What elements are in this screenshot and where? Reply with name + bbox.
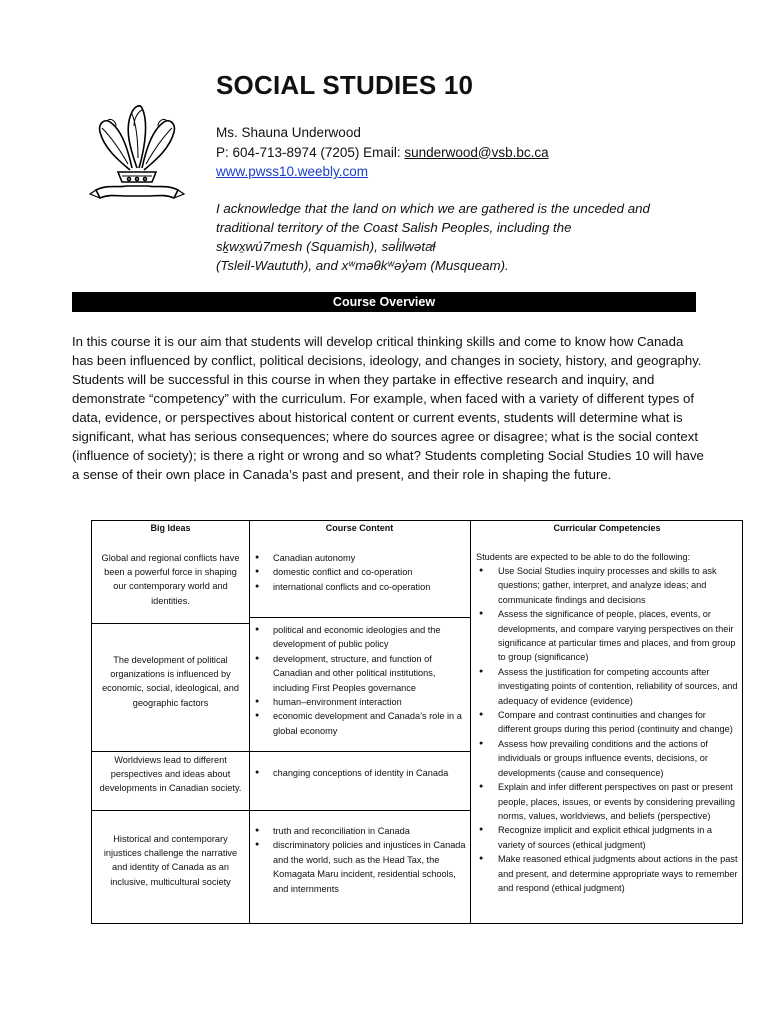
phone-email-line — [216, 143, 549, 163]
row-divider — [249, 810, 470, 811]
email-link[interactable]: sunderwood@vsb.bc.ca — [404, 144, 549, 160]
big-idea-3: Worldviews lead to different perspectives and ideas about developments in Canadian society. — [99, 755, 242, 794]
list-item: ● Assess how prevailing conditions and the actions of individuals or groups influence events, decisions, or developments (cause and consequence) — [476, 737, 740, 780]
content-list-1 — [249, 551, 467, 594]
content-list-3 — [249, 766, 467, 780]
teacher-name: Ms. Shauna Underwood — [216, 125, 361, 140]
list-item: ● international conflicts and co-operation — [249, 580, 467, 594]
competencies-intro: Students are expected to be able to do the following: — [476, 552, 691, 562]
curriculum-table — [91, 520, 743, 924]
list-item: ● discriminatory policies and injustices in Canada and the world, such as the Head Tax, the Komagata Maru incident, residential schools, and internments — [249, 838, 467, 896]
column-header-competencies: Curricular Competencies — [553, 523, 661, 533]
list-item: ● changing conceptions of identity in Canada — [249, 766, 467, 780]
list-item: ● Use Social Studies inquiry processes and skills to ask questions; gather, interpret, and analyze ideas; and communicate findings and decisions — [476, 564, 740, 607]
row-divider — [249, 617, 470, 618]
section-header-course-overview: Course Overview — [72, 292, 696, 312]
row-divider — [249, 751, 470, 752]
list-item: ● domestic conflict and co-operation — [249, 565, 467, 579]
list-item: ● Canadian autonomy — [249, 551, 467, 565]
ack-line: traditional territory of the Coast Salish Peoples, including the — [216, 220, 572, 235]
big-idea-1: Global and regional conflicts have been a powerful force in shaping our contemporary world and identities. — [101, 553, 240, 606]
ack-line: I acknowledge that the land on which we are gathered is the unceded and — [216, 201, 650, 216]
phone-text: P: 604-713-8974 (7205) Email: — [216, 144, 405, 160]
row-divider — [92, 810, 249, 811]
list-item: ● Assess the significance of people, places, events, or developments, and compare varying perspectives on their significance at particular times and places, and from group to group (significance) — [476, 607, 740, 665]
big-idea-2: The development of political organizations is influenced by economic, social, ideological, and geographic factors — [102, 655, 239, 708]
list-item: ● truth and reconciliation in Canada — [249, 824, 467, 838]
row-divider — [92, 623, 249, 624]
row-divider — [92, 751, 249, 752]
list-item: ● Recognize implicit and explicit ethical judgments in a variety of sources (ethical judgment) — [476, 823, 740, 852]
column-header-big-ideas: Big Ideas — [150, 523, 191, 533]
feathers-crest-icon — [82, 98, 192, 206]
list-item: ● Make reasoned ethical judgments about actions in the past and present, and determine appropriate ways to remember and respond (ethical judgment) — [476, 852, 740, 895]
ack-line: sḵwx̱wú7mesh (Squamish), səl̓ilwətaɬ — [216, 239, 436, 254]
list-item: ● economic development and Canada’s role in a global economy — [249, 709, 467, 738]
ack-line: (Tsleil-Waututh), and xʷməθkʷəy̓əm (Musqueam). — [216, 258, 509, 273]
column-header-course-content: Course Content — [325, 523, 394, 533]
overview-paragraph: In this course it is our aim that students will develop critical thinking skills and come to know how Canada has been influenced by conflict, political decisions, ideology, and changes in society, history, and geography. Students will be successful in this course in when they partake in effective research and inquiry, and demonstrate “competency” with the curriculum. For example, when faced with a variety of different types of data, evidence, or perspectives about historical content or current events, students will determine what is significant, what has serious consequences; where do sources agree or disagree; what is the social context (influence of society); is there a right or wrong and so what? Students completing Social Studies 10 will have a sense of their own place in Canada’s past and present, and their role in shaping the future. — [72, 334, 704, 482]
competencies-list — [476, 564, 740, 895]
list-item: ● Explain and infer different perspectives on past or present people, places, issues, or events by considering prevailing norms, values, worldviews, and beliefs (perspective) — [476, 780, 740, 823]
list-item: ● human–environment interaction — [249, 695, 467, 709]
website-link[interactable]: www.pwss10.weebly.com — [216, 164, 369, 179]
big-idea-4: Historical and contemporary injustices challenge the narrative and identity of Canada as an inclusive, multicultural society — [103, 834, 238, 887]
land-acknowledgement — [216, 199, 686, 275]
list-item: ● Compare and contrast continuities and changes for different groups during this period (continuity and change) — [476, 708, 740, 737]
column-divider — [470, 521, 471, 923]
list-item: ● development, structure, and function of Canadian and other political institutions, including First Peoples governance — [249, 652, 467, 695]
content-list-2 — [249, 623, 467, 738]
content-list-4 — [249, 824, 467, 896]
list-item: ● political and economic ideologies and the development of public policy — [249, 623, 467, 652]
page-title: SOCIAL STUDIES 10 — [216, 70, 474, 100]
list-item: ● Assess the justification for competing accounts after investigating points of contention, reliability of sources, and adequacy of evidence (evidence) — [476, 665, 740, 708]
contact-block — [216, 123, 549, 182]
